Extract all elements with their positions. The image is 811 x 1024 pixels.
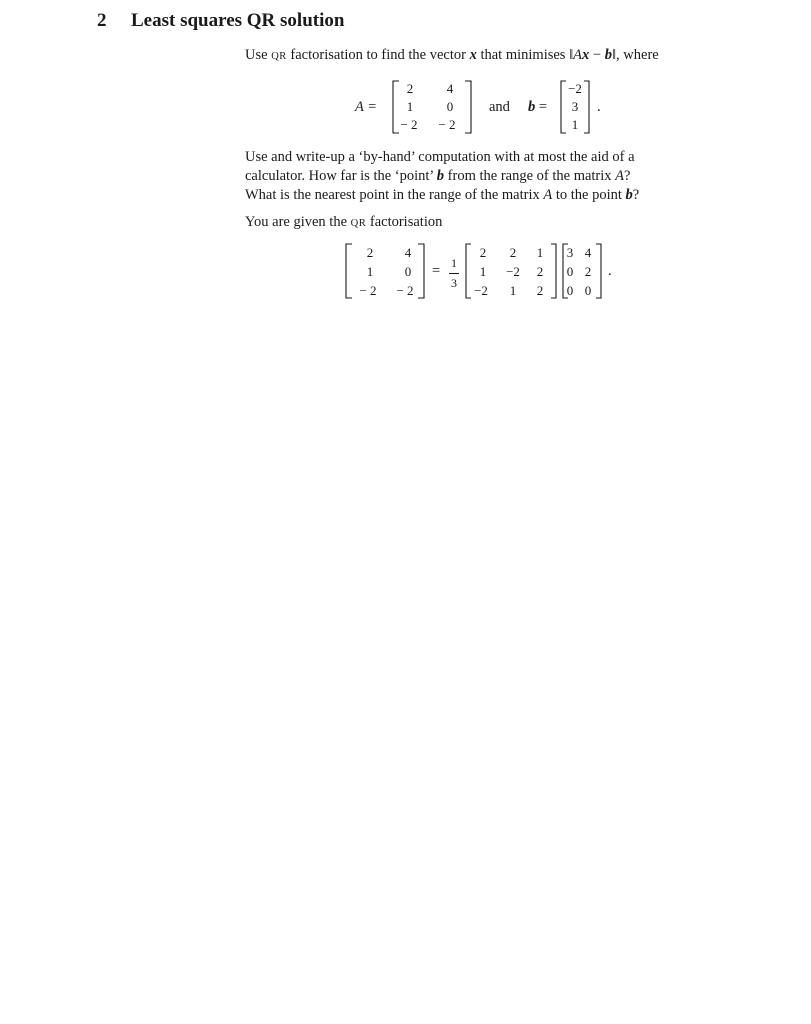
matrix-A — [392, 80, 472, 134]
intro-qr-smallcaps: QR — [271, 51, 287, 62]
intro-text-mid: factorisation to find the vector — [286, 47, 470, 63]
matrix-A-cell: 0 — [446, 99, 454, 114]
matrix-A-cell: − 2 — [400, 117, 418, 132]
intro-text-start: Use — [245, 47, 272, 63]
instructions-line-2: calculator. How far is the ‘point’ b from the range of the matrix A? — [245, 168, 631, 184]
matrix-R-cell: 0 — [584, 283, 592, 298]
matrix-R-cell: 3 — [566, 245, 574, 260]
matrix-Q-cell: 1 — [509, 283, 517, 298]
lhs-cell: 0 — [404, 264, 412, 279]
intro-paragraph — [245, 46, 659, 66]
matrix-A-symbol: A — [543, 187, 553, 203]
norm-minus: − — [589, 47, 605, 63]
matrix-Q-cell: −2 — [506, 264, 520, 279]
factorisation-end-period: . — [608, 263, 612, 279]
fraction-denominator: 3 — [451, 276, 457, 290]
matrix-Q-cell: 2 — [509, 245, 517, 260]
section-heading — [97, 10, 344, 32]
instructions-line-3: What is the nearest point in the range of the matrix A to the point b? — [245, 187, 640, 203]
matrix-A-cell: 4 — [446, 81, 454, 96]
matrix-A-cell: − 2 — [438, 117, 456, 132]
vector-b — [560, 80, 590, 134]
norm-A: A — [573, 47, 583, 63]
lhs-cell: 4 — [404, 245, 412, 260]
matrix-R-cell: 0 — [566, 264, 574, 279]
matrix-A-cell: 2 — [406, 81, 414, 96]
vector-b-cell: −2 — [568, 81, 582, 96]
instructions-line-1: Use and write-up a ‘by-hand’ computation with at most the aid of a — [245, 149, 635, 165]
norm-close: ‖ — [611, 47, 617, 63]
fraction-bar — [449, 273, 459, 274]
and-word: and — [489, 99, 510, 115]
section-number: 2 — [97, 10, 107, 31]
matrix-R-cell: 0 — [566, 283, 574, 298]
given-sentence: You are given the QR factorisation — [245, 214, 443, 230]
matrix-Q-cell: −2 — [474, 283, 488, 298]
matrix-A-label: A = — [355, 99, 378, 115]
matrix-Q-cell: 2 — [536, 264, 544, 279]
matrix-Q — [465, 243, 557, 299]
vector-x-symbol: x — [469, 47, 477, 63]
vector-b-cell: 3 — [571, 99, 579, 114]
factorisation-lhs-matrix — [345, 243, 425, 299]
intro-text-minimises: that minimises — [476, 47, 570, 63]
matrix-Q-cell: 1 — [536, 245, 544, 260]
matrix-A-cell: 1 — [406, 99, 414, 114]
matrix-R — [562, 243, 602, 299]
lhs-cell: − 2 — [359, 283, 377, 298]
given-qr-smallcaps: QR — [350, 218, 367, 229]
matrix-R-cell: 2 — [584, 264, 592, 279]
fraction-numerator: 1 — [451, 256, 457, 270]
factorisation-equals: = — [432, 263, 441, 279]
norm-x: x — [582, 47, 590, 63]
lhs-cell: 2 — [366, 245, 374, 260]
norm-b: b — [604, 47, 612, 63]
intro-text-where: , where — [616, 47, 659, 63]
matrix-R-cell: 4 — [584, 245, 592, 260]
matrix-A-symbol: A — [615, 168, 625, 184]
point-b-symbol: b — [436, 168, 445, 184]
matrix-Q-cell: 2 — [479, 245, 487, 260]
section-title: Least squares QR solution — [131, 10, 345, 31]
matrix-Q-cell: 1 — [479, 264, 487, 279]
vector-b-label: b = — [528, 99, 548, 115]
problem-end-period: . — [597, 99, 601, 115]
norm-open: ‖ — [569, 47, 574, 63]
matrix-Q-cell: 2 — [536, 283, 544, 298]
point-b-symbol: b — [625, 187, 633, 203]
vector-b-cell: 1 — [571, 117, 579, 132]
lhs-cell: 1 — [366, 264, 374, 279]
lhs-cell: − 2 — [396, 283, 414, 298]
